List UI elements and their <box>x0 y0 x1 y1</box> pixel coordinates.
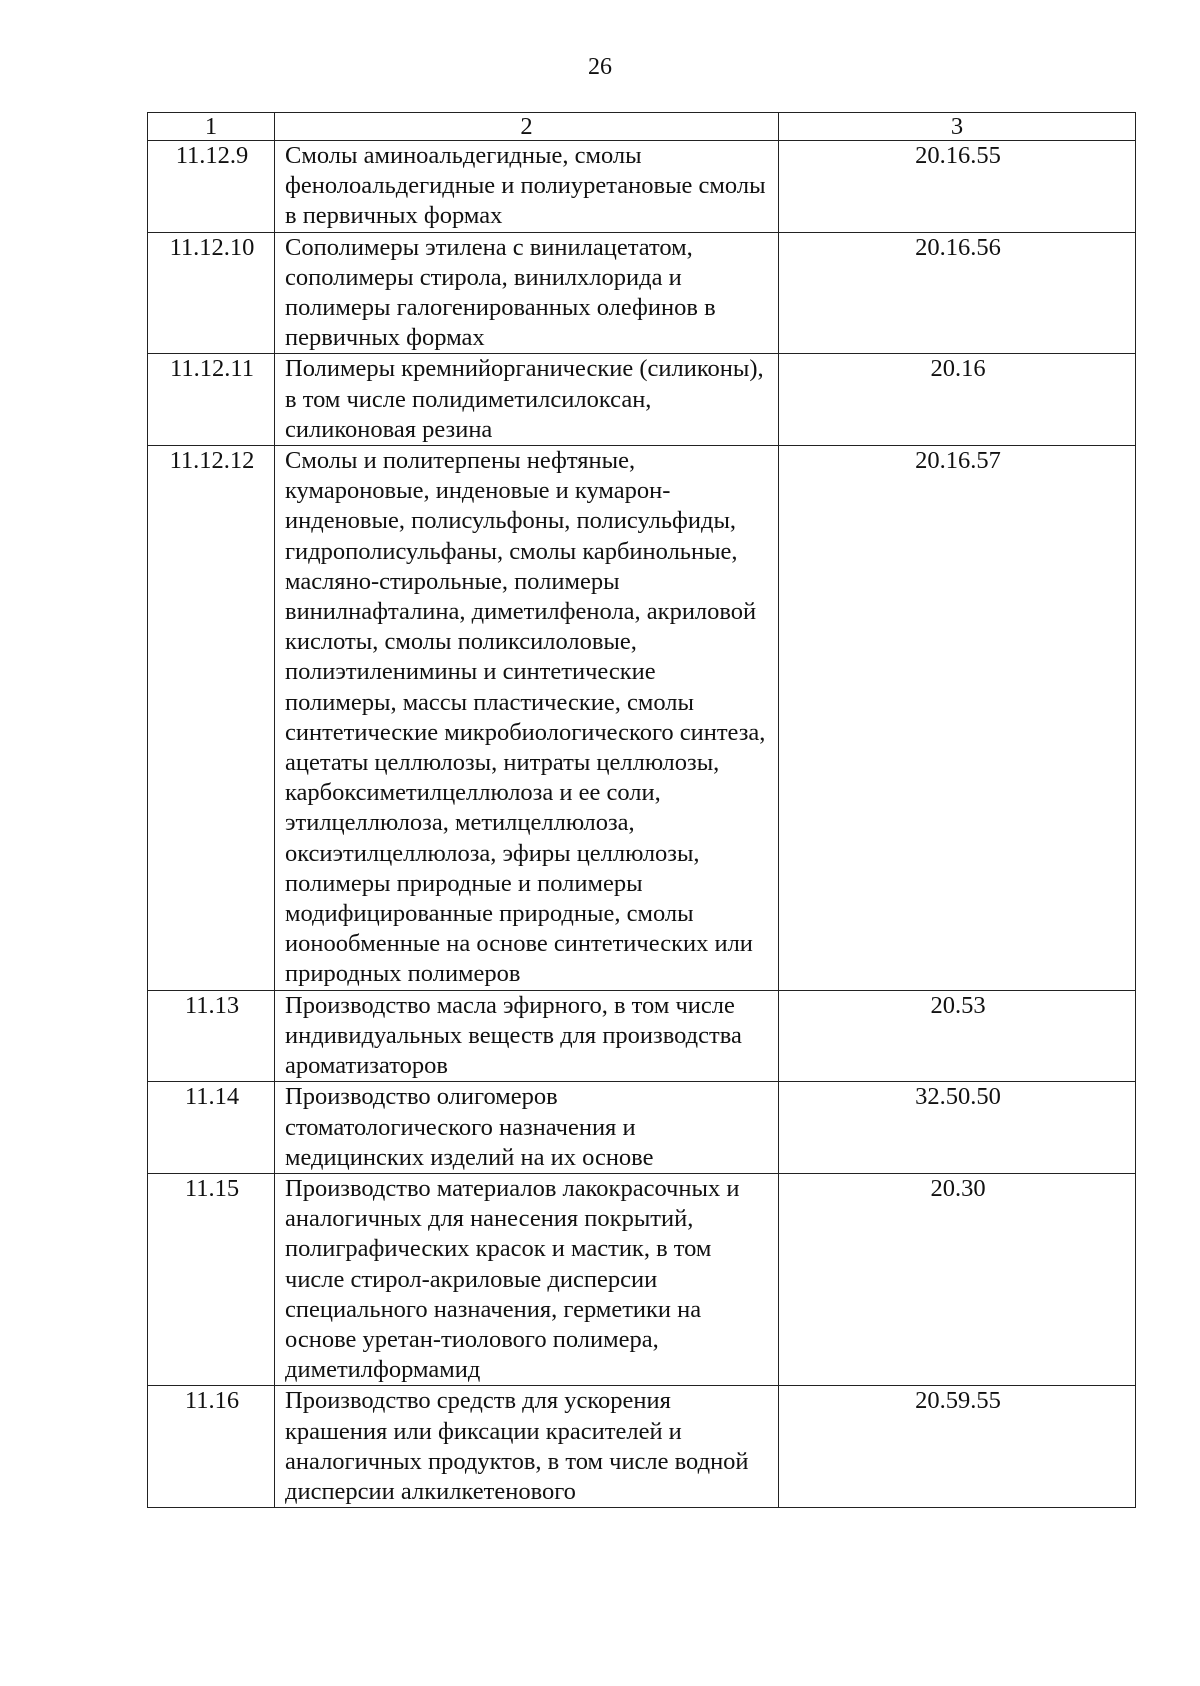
row-code: 11.16 <box>148 1386 275 1508</box>
row-code: 11.12.9 <box>148 141 275 233</box>
table-row <box>148 446 1136 991</box>
row-okpd-code: 20.53 <box>779 990 1136 1082</box>
row-code: 11.12.10 <box>148 232 275 354</box>
row-okpd-code: 20.16.57 <box>779 446 1136 991</box>
column-header-okpd: 3 <box>779 113 1136 141</box>
row-description: Смолы и политерпены нефтяные, кумароновые, инденовые и кумарон-инденовые, полисульфоны, полисульфиды, гидрополисульфаны, смолы карбинольные, масляно-стирольные, полимеры винилнафталина, диметилфенола, акриловой кислоты, смолы поликсилоловые, полиэтиленимины и синтетические полимеры, массы пластические, смолы синтетические микробиологического синтеза, ацетаты целлюлозы, нитраты целлюлозы, карбоксиметилцеллюлоза и ее соли, этилцеллюлоза, метилцеллюлоза, оксиэтилцеллюлоза, эфиры целлюлозы, полимеры природные и полимеры модифицированные природные, смолы ионообменные на основе синтетических или природных полимеров <box>275 446 779 991</box>
column-header-description: 2 <box>275 113 779 141</box>
row-okpd-code: 20.30 <box>779 1173 1136 1385</box>
table-row <box>148 232 1136 354</box>
row-okpd-code: 20.16 <box>779 354 1136 446</box>
row-okpd-code: 32.50.50 <box>779 1082 1136 1174</box>
row-okpd-code: 20.59.55 <box>779 1386 1136 1508</box>
table-row <box>148 354 1136 446</box>
row-code: 11.13 <box>148 990 275 1082</box>
row-okpd-code: 20.16.56 <box>779 232 1136 354</box>
page-number: 26 <box>588 54 612 80</box>
table-row <box>148 1173 1136 1385</box>
table-row <box>148 990 1136 1082</box>
row-description: Сополимеры этилена с винилацетатом, сополимеры стирола, винилхлорида и полимеры галогенированных олефинов в первичных формах <box>275 232 779 354</box>
row-okpd-code: 20.16.55 <box>779 141 1136 233</box>
row-code: 11.12.11 <box>148 354 275 446</box>
table-header-row <box>148 113 1136 141</box>
column-header-number: 1 <box>148 113 275 141</box>
row-code: 11.14 <box>148 1082 275 1174</box>
table-row <box>148 1082 1136 1174</box>
row-description: Полимеры кремнийорганические (силиконы), в том числе полидиметилсилоксан, силиконовая резина <box>275 354 779 446</box>
row-description: Производство материалов лакокрасочных и аналогичных для нанесения покрытий, полиграфических красок и мастик, в том числе стирол-акриловые дисперсии специального назначения, герметики на основе уретан-тиолового полимера, диметилформамид <box>275 1173 779 1385</box>
table-row <box>148 1386 1136 1508</box>
row-code: 11.15 <box>148 1173 275 1385</box>
row-description: Производство средств для ускорения крашения или фиксации красителей и аналогичных продуктов, в том числе водной дисперсии алкилкетенового <box>275 1386 779 1508</box>
row-description: Смолы аминоальдегидные, смолы фенолоальдегидные и полиуретановые смолы в первичных формах <box>275 141 779 233</box>
row-code: 11.12.12 <box>148 446 275 991</box>
table-row <box>148 141 1136 233</box>
row-description: Производство масла эфирного, в том числе индивидуальных веществ для производства ароматизаторов <box>275 990 779 1082</box>
row-description: Производство олигомеров стоматологического назначения и медицинских изделий на их основе <box>275 1082 779 1174</box>
document-table <box>147 112 1136 1508</box>
